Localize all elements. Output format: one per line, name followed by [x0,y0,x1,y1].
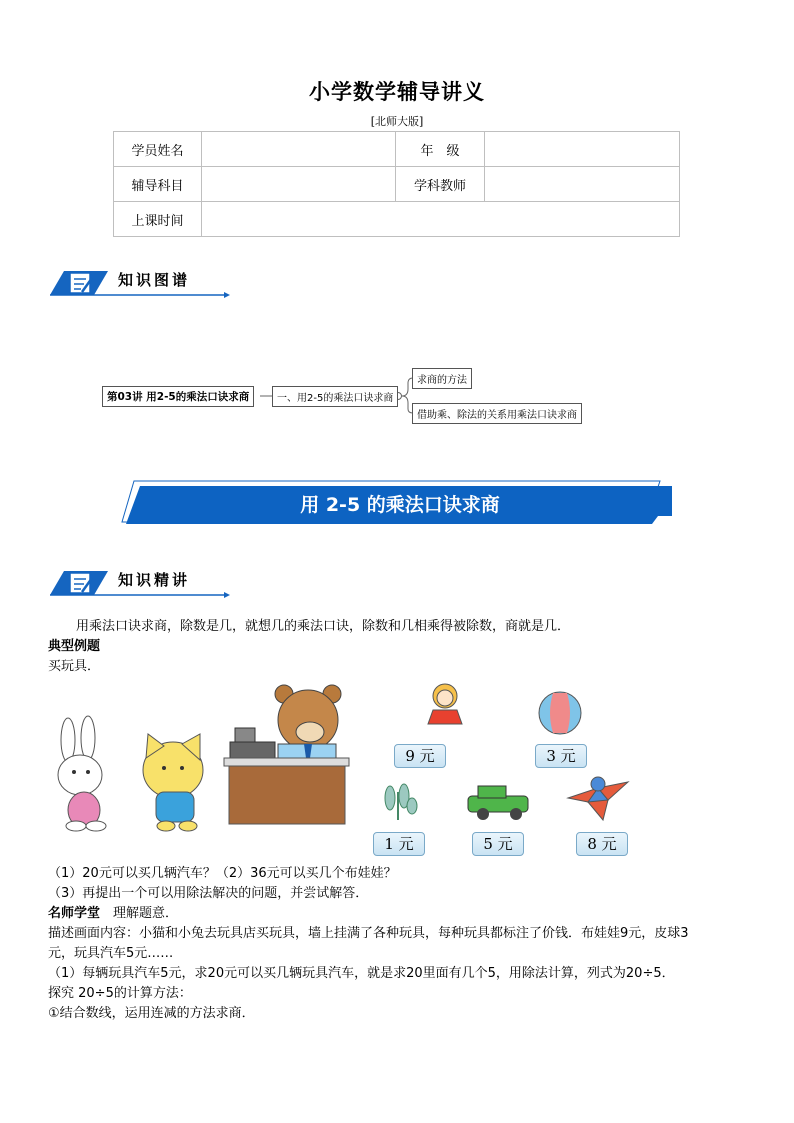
cat-illustration [143,734,203,831]
toy-store-illustration [48,680,648,862]
chapter-title: 用 2-5 的乘法口诀求商 [300,494,500,516]
section-header-map [48,265,238,299]
kite-icon [568,777,628,820]
method-text: ①结合数线，运用连减的方法求商． [48,1006,255,1021]
teacher-note-heading: 名师学堂 [48,906,101,921]
student-info-table [113,131,680,237]
mindmap-root: 第03讲 用2-5的乘法口诀求商 [102,386,254,407]
plant-icon [385,784,417,820]
question-1-2: （1）20元可以买几辆汽车？（2）36元可以买几个布娃娃？ [48,866,397,881]
cash-register-illustration [230,728,275,758]
mind-map [100,365,590,425]
section-label: 知识精讲 [118,571,191,589]
price-tag-kite: 8 元 [576,832,628,856]
section-header-lecture [48,565,238,599]
teacher-note [48,904,748,924]
page-title: 小学数学辅导讲义 [309,80,485,104]
student-name-label: 学员姓名 [114,132,202,167]
subject-label: 辅导科目 [114,167,202,202]
mindmap-branch: 一、用2-5的乘法口诀求商 [272,386,398,407]
teacher-field[interactable] [485,167,680,202]
ball-icon [539,692,581,734]
analysis-text: （1）每辆玩具汽车5元，求20元可以买几辆玩具汽车，就是求20里面有几个5，用除法计算，列式为20÷5． [48,966,675,981]
price-tag-doll: 9 元 [394,744,446,768]
student-name-field[interactable] [202,132,396,167]
example-heading: 典型例题 [48,639,101,654]
description-line: 元，玩具汽车5元…… [48,946,174,961]
mindmap-leaf: 求商的方法 [412,368,472,389]
teacher-label: 学科教师 [396,167,485,202]
car-icon [468,786,528,820]
class-time-label: 上课时间 [114,202,202,237]
bear-illustration [275,685,341,758]
section-label: 知识图谱 [118,271,191,289]
doll-icon [428,684,462,724]
explore-text: 探究 20÷5的计算方法： [48,986,192,1001]
description-line: 描述画面内容：小猫和小兔去玩具店买玩具，墙上挂满了各种玩具，每种玩具都标注了价钱．布娃娃9元，皮球3 [48,926,689,941]
mindmap-leaf: 借助乘、除法的关系用乘法口诀求商 [412,403,582,424]
problem-title: 买玩具． [48,659,101,674]
price-tag-plant: 1 元 [373,832,425,856]
price-tag-car: 5 元 [472,832,524,856]
class-time-field[interactable] [202,202,680,237]
desk-illustration [224,758,349,824]
grade-label: 年 级 [396,132,485,167]
rabbit-illustration [58,716,106,831]
grade-field[interactable] [485,132,680,167]
teacher-note-text: 理解题意． [100,906,179,921]
question-3: （3）再提出一个可以用除法解决的问题，并尝试解答． [48,886,369,901]
price-tag-ball: 3 元 [535,744,587,768]
subject-field[interactable] [202,167,396,202]
edition-label: [北师大版] [370,115,424,128]
intro-paragraph: 用乘法口诀求商，除数是几，就想几的乘法口诀，除数和几相乘得被除数，商就是几． [76,619,571,634]
